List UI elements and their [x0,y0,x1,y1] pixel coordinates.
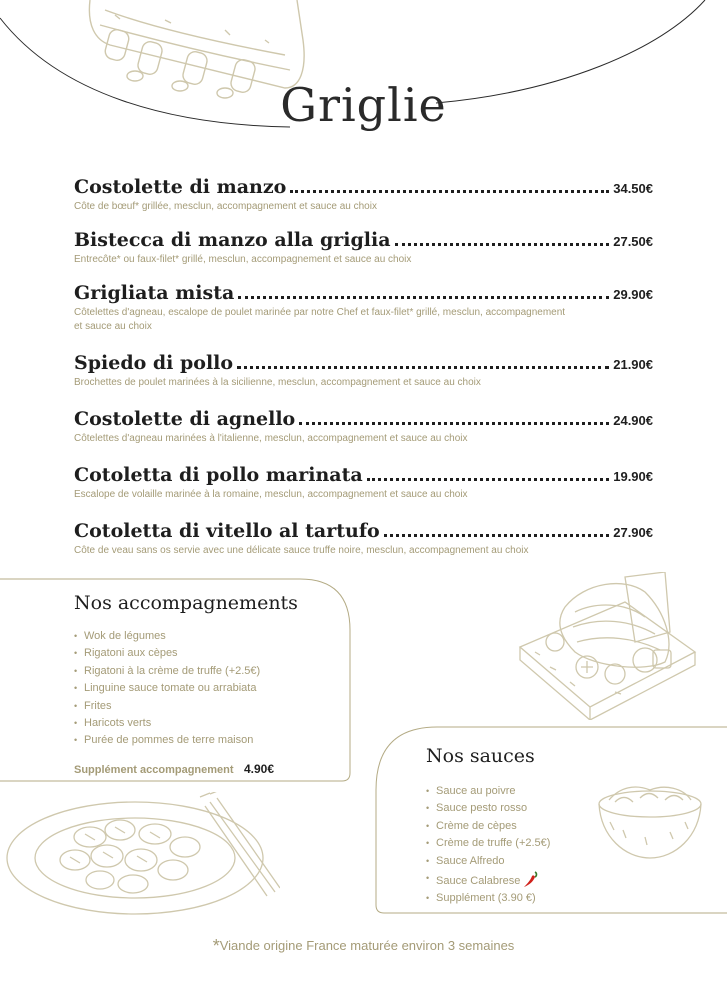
item-name: Bistecca di manzo alla griglia [74,229,391,251]
item-description: Côte de bœuf* grillée, mesclun, accompagnement et sauce au choix [74,201,377,212]
accompagnements-heading: Nos accompagnements [74,592,298,614]
menu-item [74,229,653,267]
menu-item [74,282,653,334]
footnote-text: Viande origine France maturée environ 3 semaines [219,938,515,953]
item-price: 29.90€ [613,287,653,302]
list-item: • Crème de cèpes [426,818,626,835]
list-item-label: Sauce Calabrese [436,875,521,888]
item-price: 24.90€ [613,413,653,428]
item-description: Entrecôte* ou faux-filet* grillé, mesclun, accompagnement et sauce au choix [74,254,412,265]
item-description: Escalope de volaille marinée à la romaine, mesclun, accompagnement et sauce au choix [74,489,468,500]
dot-leader [384,534,610,537]
list-item: • Rigatoni à la crème de truffe (+2.5€) [74,663,344,680]
menu-item [74,520,653,558]
dot-leader [367,478,610,481]
sauces-heading: Nos sauces [426,745,535,767]
chili-pepper-icon [523,870,539,888]
list-item: • Haricots verts [74,715,344,732]
item-price: 27.90€ [613,525,653,540]
item-name: Grigliata mista [74,282,235,304]
dot-leader [237,366,609,369]
item-name: Spiedo di pollo [74,352,234,374]
item-name: Costolette di agnello [74,408,296,430]
dot-leader [238,296,609,299]
dot-leader [290,190,609,193]
list-item: • Sauce Alfredo [426,853,626,870]
list-item: • Supplément (3.90 €) [426,890,626,907]
footnote [0,936,727,957]
supplement-label: Supplément accompagnement [74,763,234,776]
sauce-bowl-sketch [595,782,705,860]
item-description: Côte de veau sans os servie avec une délicate sauce truffe noire, mesclun, accompagnement au choix [74,545,529,556]
menu-item [74,464,653,502]
menu-item [74,352,653,390]
grilled-plate-sketch [515,572,700,720]
accompagnements-list [74,628,344,750]
item-name: Costolette di manzo [74,176,287,198]
list-item: • Frites [74,698,344,715]
footnote-star: * [212,936,220,956]
supplement-row [74,760,344,778]
supplement-price: 4.90€ [244,761,275,776]
list-item [426,870,626,890]
item-price: 34.50€ [613,181,653,196]
list-item: • Linguine sauce tomate ou arrabiata [74,680,344,697]
item-description: Côtelettes d'agneau, escalope de poulet marinée par notre Chef et faux-filet* grillé, mesclun, accompagnement et sauce au choix [74,307,566,332]
list-item: • Rigatoni aux cèpes [74,645,344,662]
item-price: 21.90€ [613,357,653,372]
item-price: 19.90€ [613,469,653,484]
dot-leader [299,422,609,425]
accompagnements-section [74,592,344,778]
list-item: • Crème de truffe (+2.5€) [426,835,626,852]
list-item: • Wok de légumes [74,628,344,645]
page-title: Griglie [280,78,447,132]
gnocchi-plate-sketch [5,792,280,920]
list-item: • Sauce au poivre [426,783,626,800]
menu-item [74,176,653,214]
list-item: • Purée de pommes de terre maison [74,732,344,749]
item-name: Cotoletta di pollo marinata [74,464,363,486]
item-name: Cotoletta di vitello al tartufo [74,520,380,542]
item-description: Brochettes de poulet marinées à la sicilienne, mesclun, accompagnement et sauce au choix [74,377,481,388]
dot-leader [395,243,610,246]
item-description: Côtelettes d'agneau marinées à l'italienne, mesclun, accompagnement et sauce au choix [74,433,468,444]
list-item: • Sauce pesto rosso [426,800,626,817]
menu-item [74,408,653,446]
item-price: 27.50€ [613,234,653,249]
